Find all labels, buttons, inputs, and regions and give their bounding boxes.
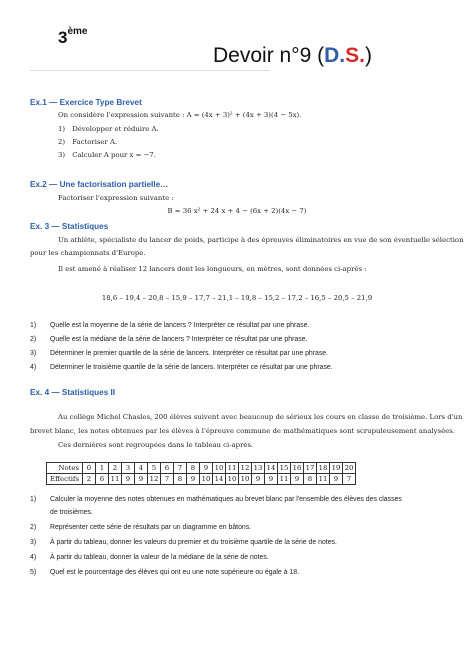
table-cell-note: 11 xyxy=(226,463,239,474)
table-cell-note: 12 xyxy=(239,463,252,474)
grade-suffix: ème xyxy=(67,26,88,38)
page-title xyxy=(213,44,372,68)
table-cell-effectif: 9 xyxy=(187,474,200,485)
ds-open: ( xyxy=(317,44,325,67)
row-label-effectifs: Effectifs xyxy=(47,474,83,485)
table-cell-effectif: 11 xyxy=(278,474,291,485)
table-cell-effectif: 7 xyxy=(161,474,174,485)
ex3-q1: 1) Quelle est la moyenne de la série de lancers ? Interpréter ce résultat par une phrase. xyxy=(30,322,310,329)
table-cell-effectif: 2 xyxy=(83,474,96,485)
table-cell-effectif: 7 xyxy=(343,474,356,485)
table-cell-effectif: 10 xyxy=(226,474,239,485)
ds-s: S. xyxy=(345,44,365,67)
title-text: Devoir n°9 xyxy=(213,44,312,67)
table-cell-effectif: 10 xyxy=(239,474,252,485)
table-cell-note: 13 xyxy=(252,463,265,474)
ex2-formula: B = 36 x² + 24 x + 4 − (6x + 2)(4x − 7) xyxy=(167,207,307,215)
ex4-q1-line1: 1) Calculer la moyenne des notes obtenues en mathématiques au brevet blanc par l'ensemble des élèves des classes xyxy=(30,496,402,503)
table-cell-effectif: 6 xyxy=(96,474,109,485)
ex4-p1-line1: Au collège Michel Chasles, 200 élèves suivent avec beaucoup de sérieux les cours en classe de troisième. Lors d'un xyxy=(58,413,463,421)
table-cell-note: 0 xyxy=(83,463,96,474)
table-cell-note: 3 xyxy=(122,463,135,474)
grade-level xyxy=(58,28,87,48)
table-cell-note: 17 xyxy=(304,463,317,474)
ex3-title: Ex. 3 — Statistiques xyxy=(30,222,109,231)
table-cell-note: 10 xyxy=(213,463,226,474)
table-cell-note: 4 xyxy=(135,463,148,474)
table-cell-effectif: 8 xyxy=(174,474,187,485)
table-cell-effectif: 11 xyxy=(317,474,330,485)
row-label-notes: Notes xyxy=(47,463,83,474)
table-cell-note: 5 xyxy=(148,463,161,474)
ex2-title: Ex.2 — Une factorisation partielle… xyxy=(30,180,169,189)
table-row-notes xyxy=(47,463,356,474)
table-cell-note: 20 xyxy=(343,463,356,474)
table-cell-effectif: 9 xyxy=(135,474,148,485)
notes-table xyxy=(46,462,356,485)
ex3-q4: 4) Déterminer le troisième quartile de la série de lancers. Interpréter ce résultat par une phrase. xyxy=(30,364,333,371)
table-row-effectifs xyxy=(47,474,356,485)
ex4-q3: 3) À partir du tableau, donner les valeurs du premier et du troisième quartile de la série de notes. xyxy=(30,539,337,546)
ex3-q2: 2) Quelle est la médiane de la série de lancers ? Interpréter ce résultat par une phrase. xyxy=(30,336,308,343)
ex4-q5: 5) Quel est le pourcentage des élèves qui ont eu une note supérieure ou égale à 18. xyxy=(30,569,300,576)
ex3-p1-line2: pour les championnats d'Europe. xyxy=(30,249,146,257)
header-divider xyxy=(30,70,270,71)
table-cell-effectif: 11 xyxy=(109,474,122,485)
ex4-q1-line2: de troisièmes. xyxy=(50,509,93,516)
ex3-series: 18,6 – 19,4 – 20,8 – 15,9 – 17,7 – 21,1 – 19,8 – 15,2 – 17,2 – 16,5 – 20,5 – 21,9 xyxy=(101,294,373,302)
table-cell-effectif: 8 xyxy=(304,474,317,485)
ex3-p1-line1: Un athlète, spécialiste du lancer de poids, participe à des épreuves éliminatoires en vue de son éventuelle sélection xyxy=(58,236,464,244)
ex1-intro: On considère l'expression suivante : A = (4x + 3)² + (4x + 3)(4 − 5x). xyxy=(58,111,302,119)
grade-number: 3 xyxy=(58,28,68,47)
table-cell-note: 6 xyxy=(161,463,174,474)
ex1-title: Ex.1 — Exercice Type Brevet xyxy=(30,98,142,107)
ex1-item-3: 3) Calculer A pour x = −7. xyxy=(58,151,156,159)
ex4-q4: 4) À partir du tableau, donner la valeur de la médiane de la série de notes. xyxy=(30,554,269,561)
table-cell-effectif: 12 xyxy=(148,474,161,485)
table-cell-note: 15 xyxy=(278,463,291,474)
table-cell-note: 14 xyxy=(265,463,278,474)
table-cell-effectif: 9 xyxy=(265,474,278,485)
table-cell-note: 1 xyxy=(96,463,109,474)
ex4-p2: Ces dernières sont regroupées dans le tableau ci-après. xyxy=(58,441,254,449)
table-cell-effectif: 9 xyxy=(122,474,135,485)
ex4-title: Ex. 4 — Statistiques II xyxy=(30,388,116,397)
table-cell-note: 9 xyxy=(200,463,213,474)
table-cell-effectif: 9 xyxy=(252,474,265,485)
ds-d: D. xyxy=(324,44,346,67)
ex4-p1-line2: brevet blanc, les notes obtenues par les élèves à l'épreuve commune de mathématiques sont scrupuleusement analysées. xyxy=(30,427,455,435)
table-cell-effectif: 9 xyxy=(330,474,343,485)
ex3-p2: Il est amené à réaliser 12 lancers dont les longueurs, en mètres, sont données ci-après : xyxy=(58,265,367,273)
ds-close: ) xyxy=(364,44,372,67)
table-cell-note: 19 xyxy=(330,463,343,474)
ex1-item-2: 2) Factoriser A. xyxy=(58,138,118,146)
table-cell-note: 16 xyxy=(291,463,304,474)
table-cell-note: 2 xyxy=(109,463,122,474)
ex2-intro: Factoriser l'expression suivante : xyxy=(58,194,174,202)
table-cell-note: 7 xyxy=(174,463,187,474)
ex1-item-1: 1) Développer et réduire A. xyxy=(58,125,159,133)
table-cell-effectif: 14 xyxy=(213,474,226,485)
table-cell-effectif: 9 xyxy=(291,474,304,485)
table-cell-effectif: 10 xyxy=(200,474,213,485)
table-cell-note: 8 xyxy=(187,463,200,474)
ex3-q3: 3) Déterminer le premier quartile de la série de lancers. Interpréter ce résultat par une phrase. xyxy=(30,350,329,357)
table-cell-note: 18 xyxy=(317,463,330,474)
ex4-q2: 2) Représenter cette série de résultats par un diagramme en bâtons. xyxy=(30,524,252,531)
